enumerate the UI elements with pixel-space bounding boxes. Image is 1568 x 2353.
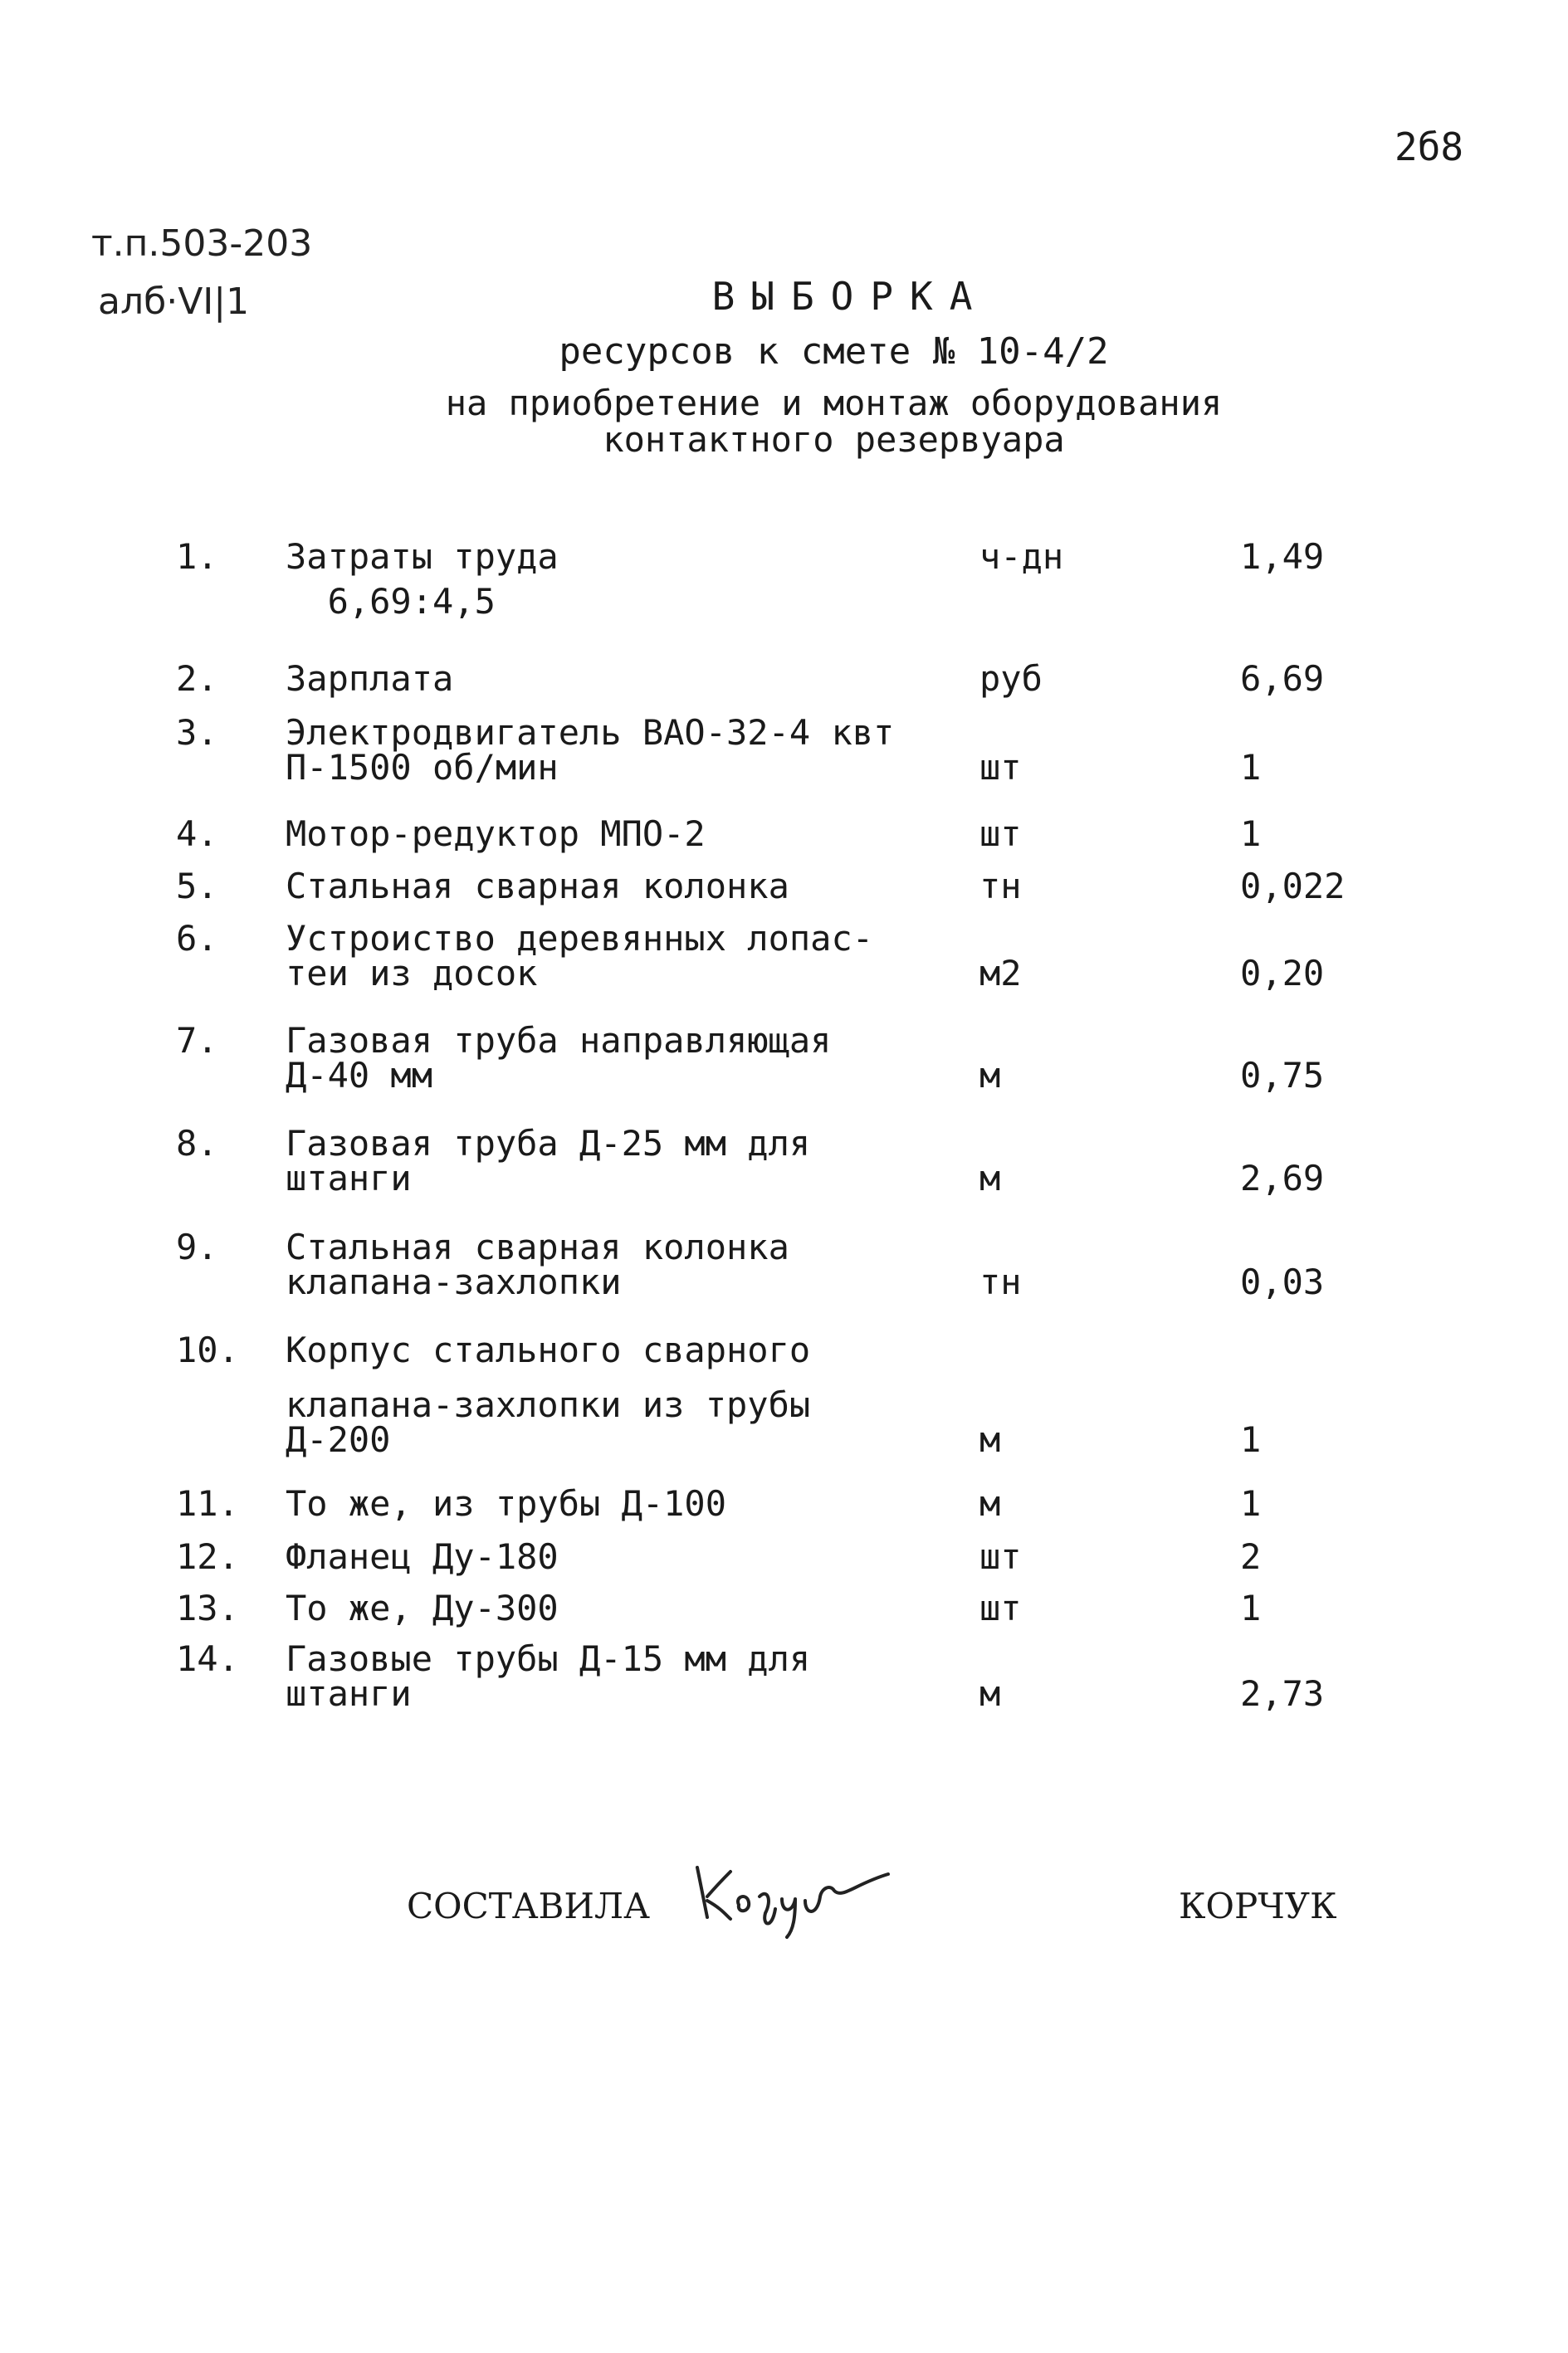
document-subtitle-purpose xyxy=(0,385,1568,458)
item-number: 13. xyxy=(176,1588,239,1628)
item-unit: м2 xyxy=(979,953,1022,993)
item-quantity: 1 xyxy=(1240,1483,1262,1524)
item-number: 10. xyxy=(176,1330,239,1370)
item-name: Корпус стального сварного xyxy=(286,1330,811,1370)
item-name-line2: штанги xyxy=(286,1673,412,1714)
item-quantity: 0,75 xyxy=(1240,1055,1325,1096)
item-unit: тн xyxy=(979,866,1022,906)
item-number: 4. xyxy=(176,813,218,854)
item-quantity: 6,69 xyxy=(1240,658,1325,699)
item-name xyxy=(286,1638,811,1714)
item-quantity: 1 xyxy=(1240,747,1262,788)
item-name xyxy=(286,918,874,993)
subtitle-line-3: на приобретение и монтаж оборудования xyxy=(445,383,1223,423)
item-name: То же, из трубы Д-100 xyxy=(286,1483,727,1524)
item-name-line1: Газовые трубы Д-15 мм для xyxy=(286,1638,811,1679)
item-name-line1: Газовая труба направляющая xyxy=(286,1020,832,1061)
item-name: Стальная сварная колонка xyxy=(286,866,789,906)
item-number: 12. xyxy=(176,1536,239,1577)
item-name-line2: штанги xyxy=(286,1158,412,1198)
item-unit: шт xyxy=(979,1536,1022,1577)
item-name: Фланец Ду-180 xyxy=(286,1536,559,1577)
item-quantity: 0,022 xyxy=(1240,866,1346,906)
item-unit: шт xyxy=(979,747,1022,788)
item-unit: м xyxy=(979,1419,1001,1460)
item-number: 11. xyxy=(176,1483,239,1524)
item-quantity: 2 xyxy=(1240,1536,1262,1577)
item-unit: руб xyxy=(979,658,1043,699)
item-quantity: 1,49 xyxy=(1240,536,1325,577)
item-quantity: 0,20 xyxy=(1240,953,1325,993)
handwritten-album-code: алб·VI|1 xyxy=(98,281,250,323)
document-subtitle: ресурсов к смете № 10-4/2 xyxy=(559,330,1109,373)
handwritten-project-code: т.п.503-203 xyxy=(91,222,313,265)
item-name-line2: П-1500 об/мин xyxy=(286,747,559,788)
item-number: 1. xyxy=(176,536,218,577)
item-number: 14. xyxy=(176,1638,239,1679)
item-name xyxy=(286,712,895,788)
item-unit: ч-дн xyxy=(979,536,1064,577)
item-quantity: 1 xyxy=(1240,813,1262,854)
item-unit: м xyxy=(979,1673,1001,1714)
item-name xyxy=(286,536,559,622)
item-name-line1: Затраты труда xyxy=(286,536,559,577)
item-name-line1: Устроиство деревянных лопас- xyxy=(286,918,874,959)
item-unit: м xyxy=(979,1483,1001,1524)
item-name xyxy=(286,1227,789,1302)
item-name-line1: Стальная сварная колонка xyxy=(286,1227,789,1267)
item-name-line2: Д-40 мм xyxy=(286,1055,433,1096)
item-quantity: 0,03 xyxy=(1240,1262,1325,1302)
page-number: 2б8 xyxy=(1395,124,1464,169)
document-title: ВЫБОРКА xyxy=(711,274,989,319)
item-quantity: 1 xyxy=(1240,1419,1262,1460)
item-name-line2: Д-200 xyxy=(286,1419,391,1460)
item-quantity: 1 xyxy=(1240,1588,1262,1628)
item-number: 6. xyxy=(176,918,218,959)
item-number: 3. xyxy=(176,712,218,753)
subtitle-line-4: контактного резервуара xyxy=(603,419,1065,460)
item-name-line1: Электродвигатель ВАО-32-4 квт xyxy=(286,712,895,753)
item-unit: м xyxy=(979,1055,1001,1096)
item-name xyxy=(286,1123,811,1198)
item-name: То же, Ду-300 xyxy=(286,1588,559,1628)
item-name: Зарплата xyxy=(286,658,454,699)
item-name-line2: теи из досок xyxy=(286,953,538,993)
item-name-line1: клапана-захлопки из трубы xyxy=(286,1384,811,1425)
item-name xyxy=(286,1384,811,1460)
item-name-line1: Газовая труба Д-25 мм для xyxy=(286,1123,811,1164)
signer-name: КОРЧУК xyxy=(1179,1886,1337,1926)
item-unit: шт xyxy=(979,1588,1022,1628)
item-number: 2. xyxy=(176,658,218,699)
item-name-line2: 6,69:4,5 xyxy=(286,581,496,622)
item-name-line2: клапана-захлопки xyxy=(286,1262,622,1302)
item-number: 5. xyxy=(176,866,218,906)
item-unit: м xyxy=(979,1158,1001,1198)
item-quantity: 2,69 xyxy=(1240,1158,1325,1198)
item-number: 7. xyxy=(176,1020,218,1061)
item-name xyxy=(286,1020,832,1096)
handwritten-signature xyxy=(689,1851,905,1942)
item-quantity: 2,73 xyxy=(1240,1673,1325,1714)
item-unit: шт xyxy=(979,813,1022,854)
item-number: 9. xyxy=(176,1227,218,1267)
item-name: Мотор-редуктор МПО-2 xyxy=(286,813,706,854)
composed-by-label: СОСТАВИЛА xyxy=(407,1886,650,1926)
item-unit: тн xyxy=(979,1262,1022,1302)
item-number: 8. xyxy=(176,1123,218,1164)
